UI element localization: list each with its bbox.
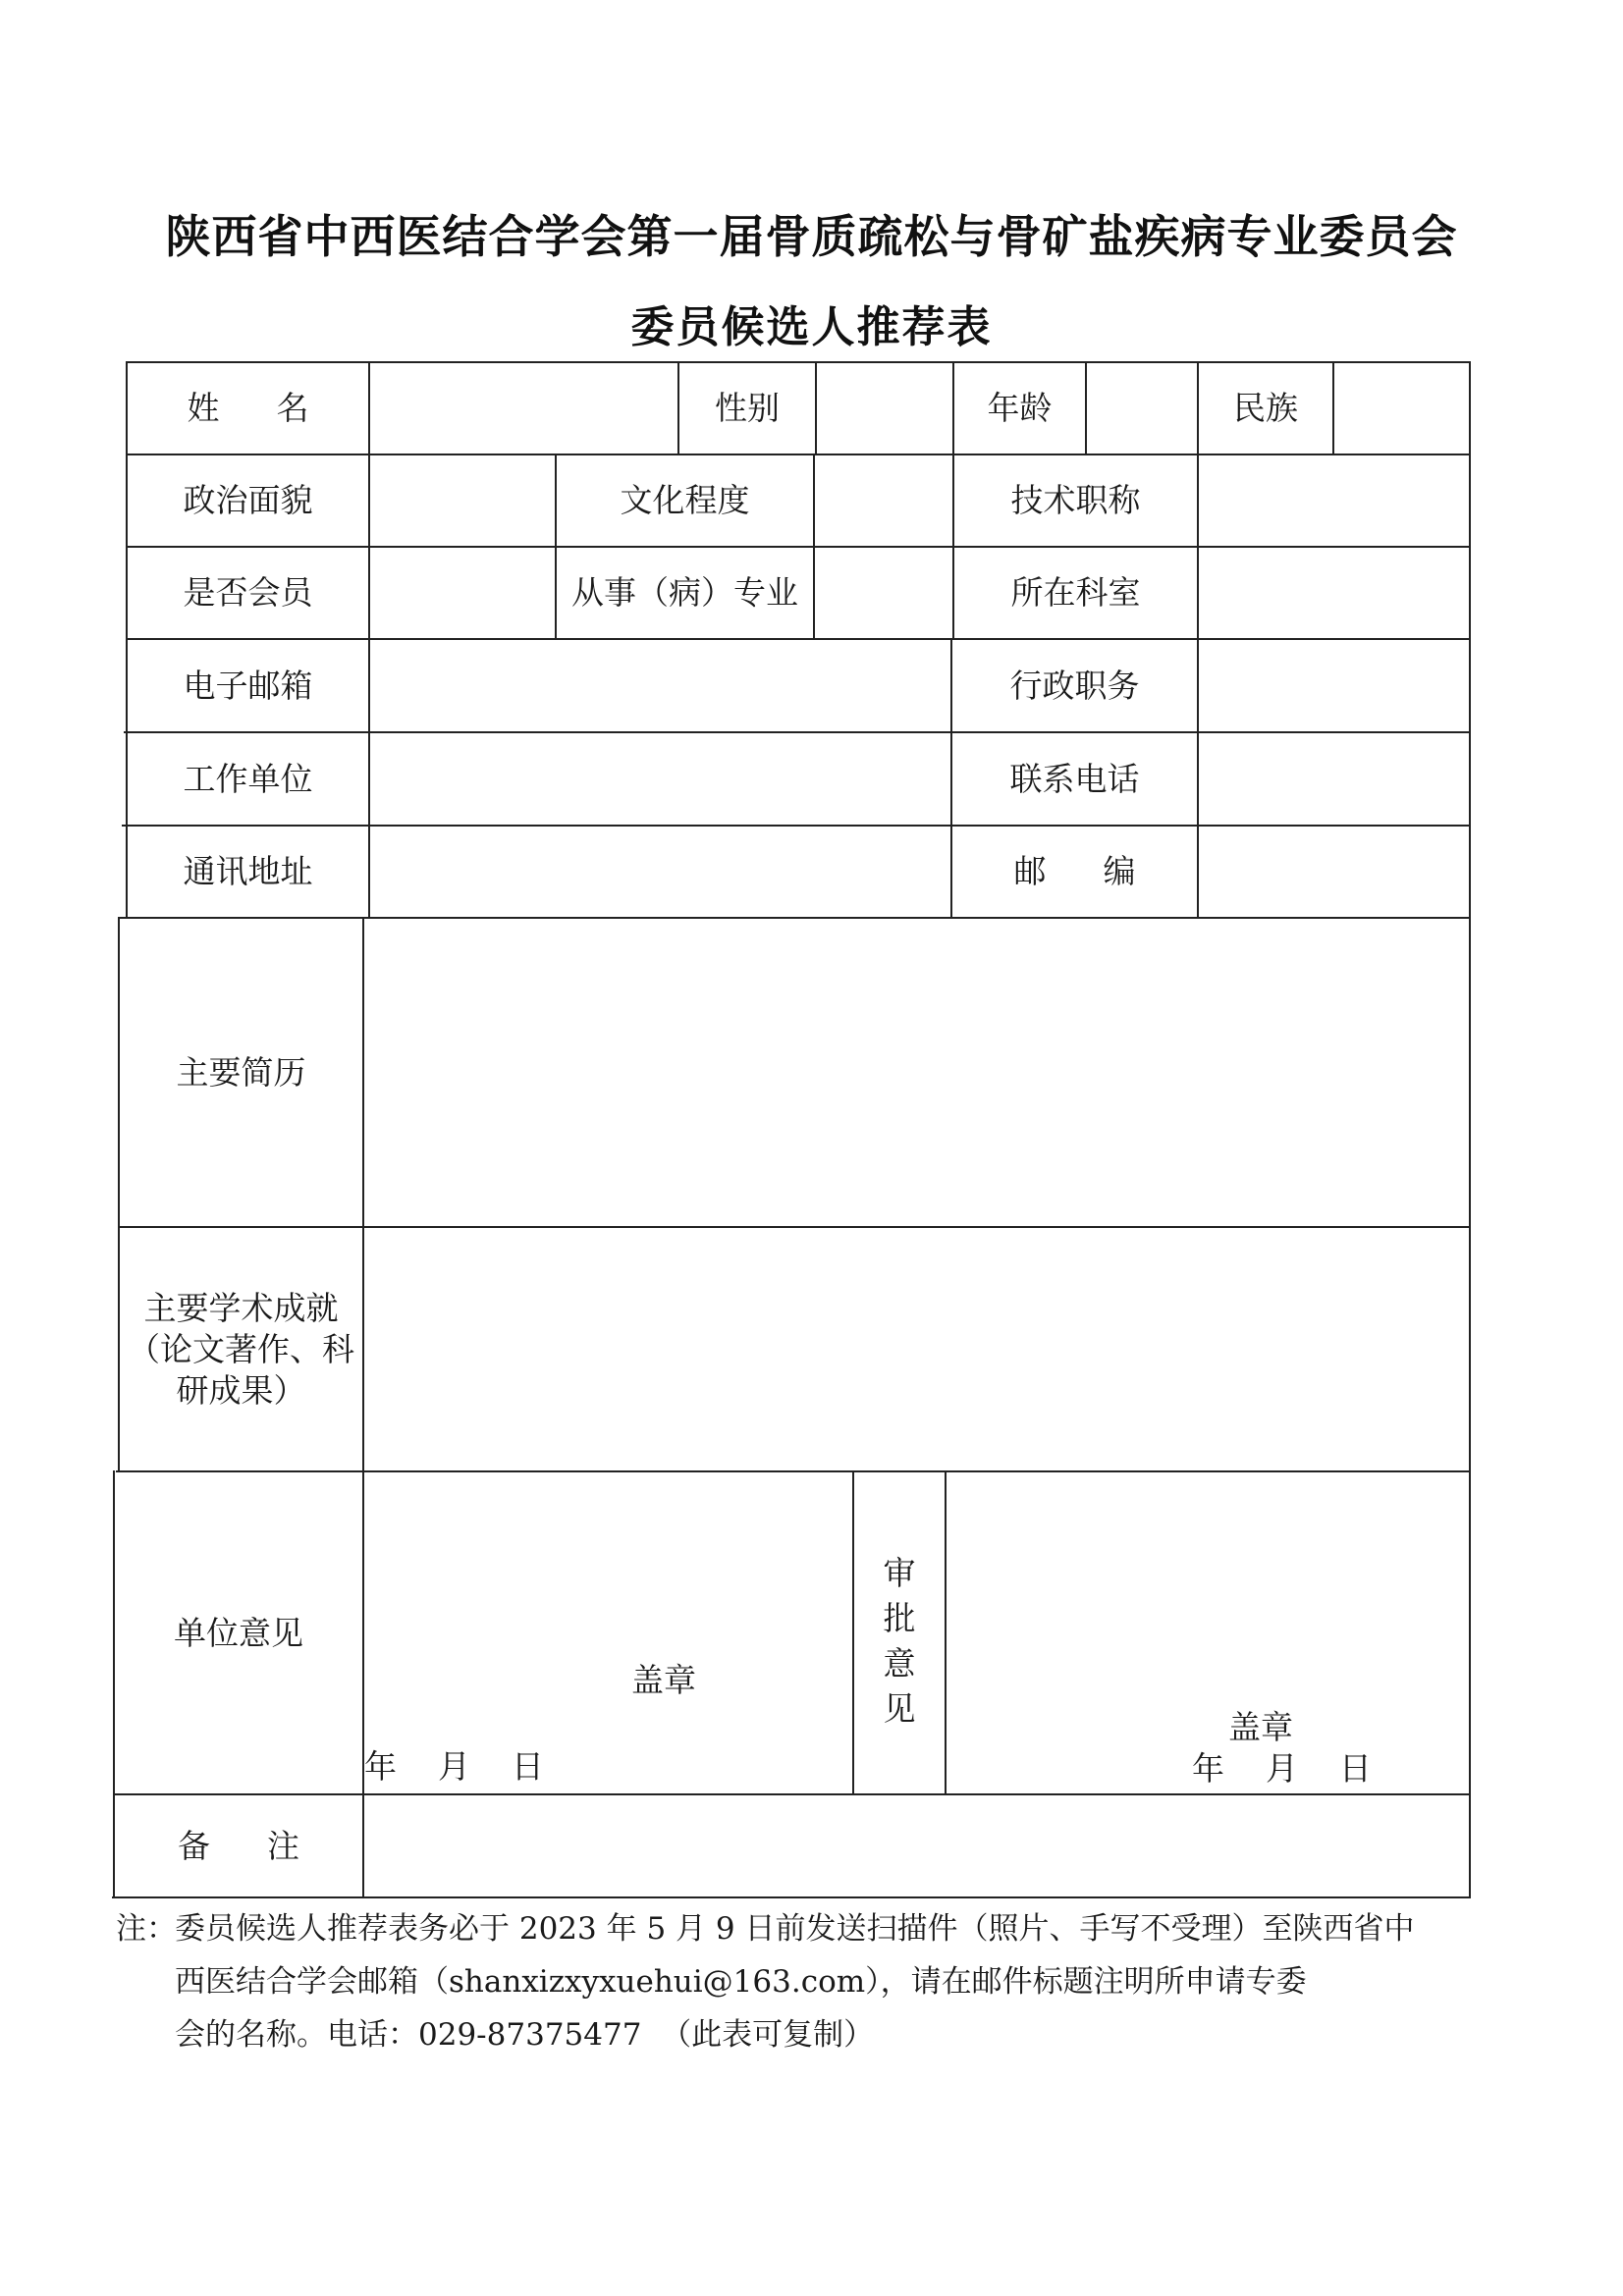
approval-label-char-3: 意 <box>883 1644 916 1682</box>
work-unit-label: 工作单位 <box>183 759 313 798</box>
approval-date: 年 月 日 <box>1192 1749 1372 1788</box>
email-label: 电子邮箱 <box>183 666 313 705</box>
name-field[interactable] <box>370 363 677 454</box>
gender-label: 性别 <box>715 389 780 427</box>
approval-label-char-1: 审 <box>883 1554 916 1592</box>
age-label: 年龄 <box>987 389 1053 427</box>
achievements-label-line1: 主要学术成就 <box>143 1288 339 1327</box>
technical-title-label: 技术职称 <box>1010 481 1141 519</box>
postcode-field[interactable] <box>1199 827 1469 917</box>
education-label: 文化程度 <box>620 481 750 519</box>
note-line-1: 委员候选人推荐表务必于 2023 年 5 月 9 日前发送扫描件（照片、手写不受理）至陕西省中 <box>175 1911 1415 1947</box>
education-field[interactable] <box>815 455 952 546</box>
note-line-3: 会的名称。电话：029-87375477 （此表可复制） <box>175 2017 875 2053</box>
achievements-label <box>120 1228 362 1470</box>
gender-field[interactable] <box>817 363 952 454</box>
ethnicity-label: 民族 <box>1233 389 1298 427</box>
document-subtitle: 委员候选人推荐表 <box>630 302 993 352</box>
approval-stamp: 盖章 <box>1228 1708 1293 1746</box>
postcode-label: 邮编 <box>1013 852 1193 890</box>
address-label: 通讯地址 <box>183 852 313 890</box>
approval-label-char-2: 批 <box>883 1599 916 1637</box>
remarks-label: 备注 <box>178 1826 356 1865</box>
email-field[interactable] <box>370 640 950 731</box>
phone-field[interactable] <box>1199 733 1469 825</box>
achievements-label-line2: （论文著作、科 <box>128 1329 354 1368</box>
approval-label-char-4: 见 <box>883 1689 916 1728</box>
unit-opinion-label: 单位意见 <box>174 1613 303 1652</box>
unit-date: 年 月 日 <box>364 1747 544 1786</box>
work-unit-field[interactable] <box>370 733 950 825</box>
phone-label: 联系电话 <box>1009 759 1140 798</box>
note-line-2: 西医结合学会邮箱（shanxizxyxuehui@163.com），请在邮件标题注明所申请专委 <box>175 1964 1307 2000</box>
achievements-label-line3: 研成果） <box>176 1370 306 1410</box>
technical-title-field[interactable] <box>1199 455 1469 546</box>
specialty-field[interactable] <box>815 548 952 638</box>
department-label: 所在科室 <box>1010 573 1141 612</box>
unit-stamp: 盖章 <box>631 1661 696 1699</box>
department-field[interactable] <box>1199 548 1469 638</box>
name-label: 姓名 <box>187 389 366 427</box>
approval-opinion-label <box>854 1551 945 1732</box>
admin-position-label: 行政职务 <box>1009 666 1140 705</box>
political-status-field[interactable] <box>370 455 555 546</box>
is-member-label: 是否会员 <box>183 573 313 612</box>
political-status-label: 政治面貌 <box>183 481 313 519</box>
admin-position-field[interactable] <box>1199 640 1469 731</box>
resume-label: 主要简历 <box>176 1052 306 1092</box>
remarks-field[interactable] <box>364 1795 1469 1896</box>
unit-opinion-field[interactable] <box>364 1472 852 1793</box>
document-title: 陕西省中西医结合学会第一届骨质疏松与骨矿盐疾病专业委员会 <box>165 210 1458 263</box>
achievements-field[interactable] <box>364 1228 1469 1470</box>
age-field[interactable] <box>1087 363 1197 454</box>
ethnicity-field[interactable] <box>1334 363 1469 454</box>
address-field[interactable] <box>370 827 950 917</box>
resume-field[interactable] <box>364 919 1469 1226</box>
specialty-label: 从事（病）专业 <box>571 573 798 612</box>
note-prefix: 注： <box>116 1911 177 1947</box>
approval-opinion-field[interactable] <box>947 1472 1469 1793</box>
is-member-field[interactable] <box>370 548 555 638</box>
